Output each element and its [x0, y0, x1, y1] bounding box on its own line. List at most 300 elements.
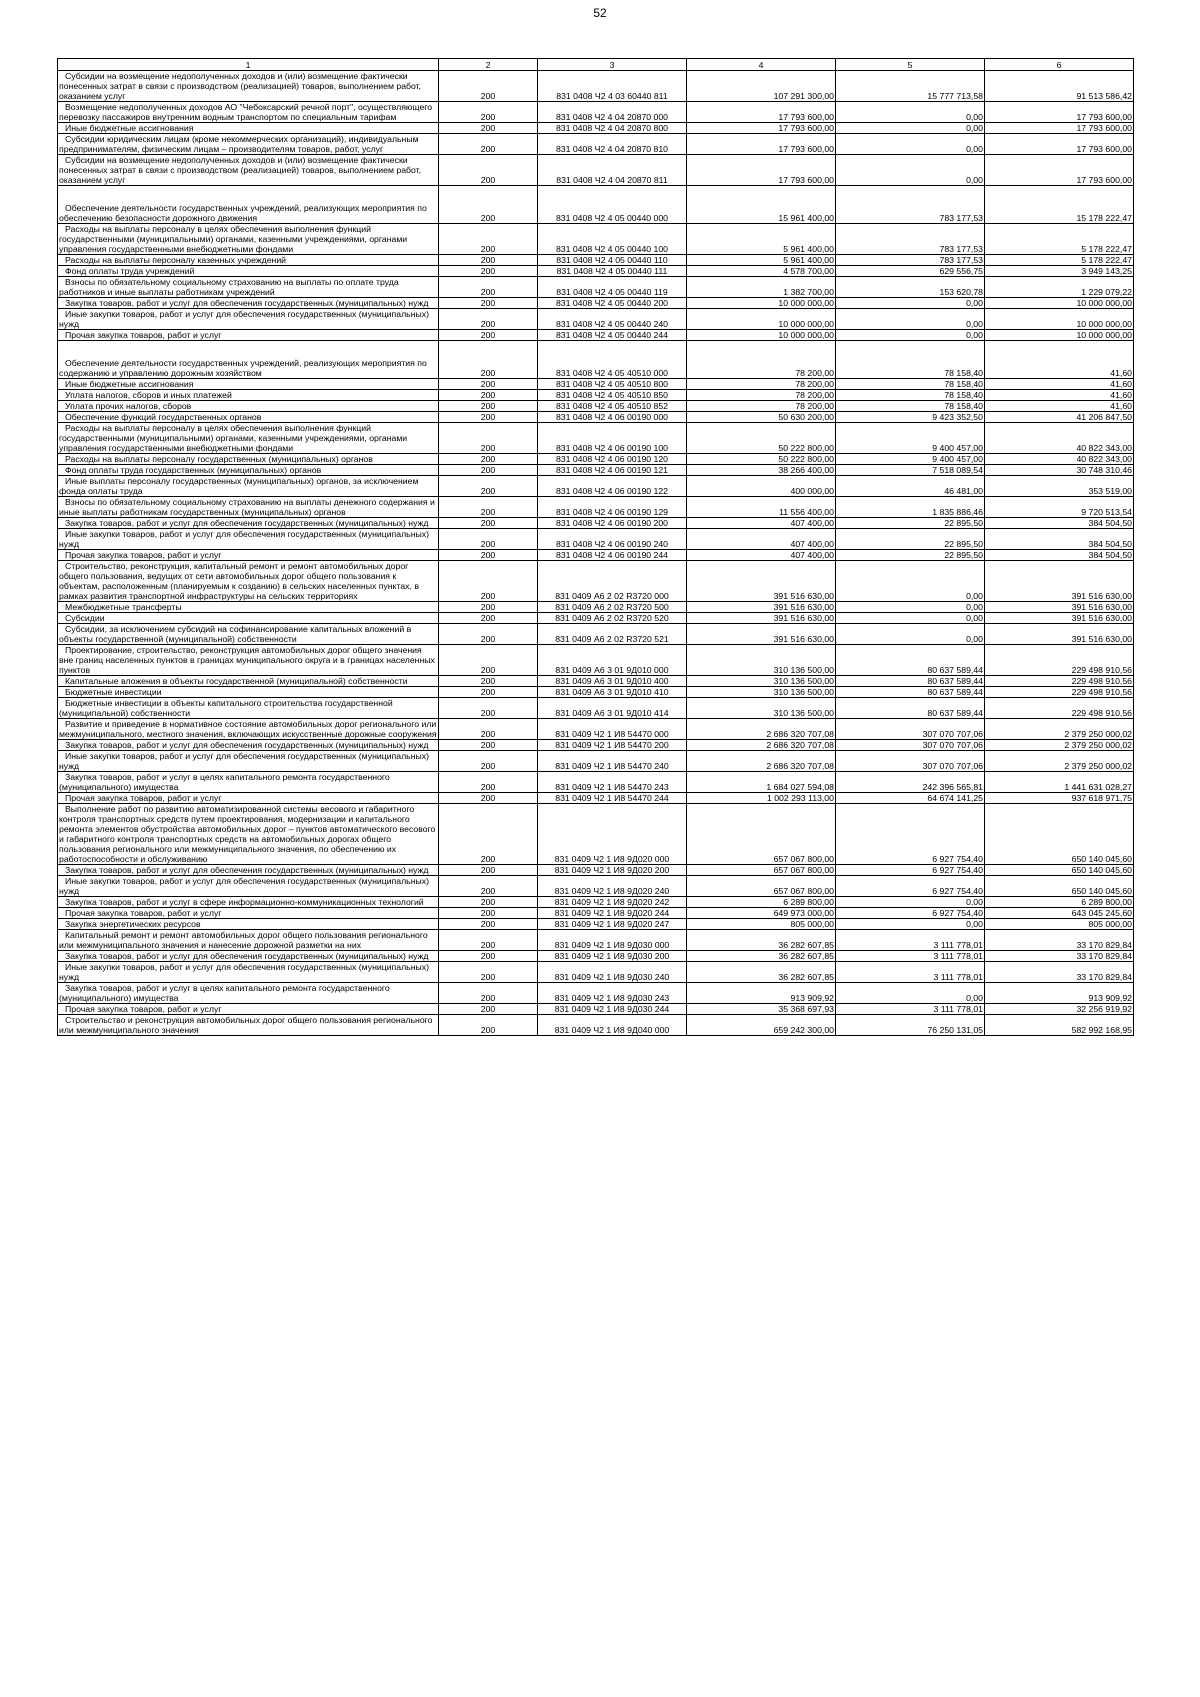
column-header: 3	[537, 59, 686, 71]
row-name-text: Закупка товаров, работ и услуг для обеспечения государственных (муниципальных) нужд	[65, 865, 429, 875]
row-name-cell	[58, 804, 439, 865]
row-executed-cell: 783 177,53	[835, 224, 984, 255]
row-executed-cell: 783 177,53	[835, 186, 984, 224]
row-name-text: Выполнение работ по развитию автоматизированной системы весового и габаритного контроля транспортных средств путем проектирования, модернизации и капитального ремонта элементов обустройства автомобильных дорог – пунктов автоматического весового и габаритного контроля транспортных средств на автомобильных дорогах общего пользования регионального или межмуниципального значения, по обеспечению их работоспособности и обслуживанию	[59, 804, 436, 864]
row-name-text: Проектирование, строительство, реконструкция автомобильных дорог общего значения вне границ населенных пунктов в границах муниципального округа и в границах населенных пунктов	[59, 645, 435, 675]
table-row	[58, 155, 1134, 186]
row-name-cell	[58, 341, 439, 379]
row-kbk-cell: 831 0408 Ч2 4 06 00190 129	[537, 497, 686, 518]
row-remaining-cell: 2 379 250 000,02	[984, 740, 1133, 751]
table-row	[58, 561, 1134, 602]
row-kbk-cell: 831 0408 Ч2 4 06 00190 122	[537, 476, 686, 497]
row-code-cell: 200	[439, 255, 538, 266]
row-executed-cell: 9 400 457,00	[835, 454, 984, 465]
row-name-text: Расходы на выплаты персоналу казенных учреждений	[65, 255, 287, 265]
row-remaining-cell: 650 140 045,60	[984, 876, 1133, 897]
row-remaining-cell: 2 379 250 000,02	[984, 719, 1133, 740]
row-code-cell: 200	[439, 897, 538, 908]
row-executed-cell: 783 177,53	[835, 255, 984, 266]
row-executed-cell: 242 396 565,81	[835, 772, 984, 793]
row-remaining-cell: 32 256 919,92	[984, 1004, 1133, 1015]
row-name-text: Закупка товаров, работ и услуг в целях капитального ремонта государственного (муниципального) имущества	[59, 983, 390, 1003]
row-remaining-cell: 3 949 143,25	[984, 266, 1133, 277]
row-approved-cell: 78 200,00	[686, 390, 835, 401]
row-name-cell	[58, 465, 439, 476]
row-code-cell: 200	[439, 793, 538, 804]
row-executed-cell: 76 250 131,05	[835, 1015, 984, 1036]
row-code-cell: 200	[439, 951, 538, 962]
row-name-text: Обеспечение функций государственных органов	[65, 412, 262, 422]
row-name-cell	[58, 613, 439, 624]
row-approved-cell: 17 793 600,00	[686, 123, 835, 134]
column-header: 2	[439, 59, 538, 71]
table-row	[58, 529, 1134, 550]
table-row	[58, 687, 1134, 698]
row-kbk-cell: 831 0409 Ч2 1 И8 9Д020 244	[537, 908, 686, 919]
row-code-cell: 200	[439, 330, 538, 341]
table-row	[58, 341, 1134, 379]
row-code-cell: 200	[439, 454, 538, 465]
row-remaining-cell: 30 748 310,46	[984, 465, 1133, 476]
table-row	[58, 602, 1134, 613]
row-remaining-cell: 41,60	[984, 390, 1133, 401]
row-executed-cell: 153 620,78	[835, 277, 984, 298]
row-executed-cell: 307 070 707,06	[835, 719, 984, 740]
table-row	[58, 298, 1134, 309]
row-approved-cell: 657 067 800,00	[686, 804, 835, 865]
row-remaining-cell: 229 498 910,56	[984, 676, 1133, 687]
row-name-cell	[58, 412, 439, 423]
row-name-text: Прочая закупка товаров, работ и услуг	[65, 550, 222, 560]
row-name-cell	[58, 529, 439, 550]
row-name-cell	[58, 719, 439, 740]
table-row	[58, 751, 1134, 772]
row-name-text: Закупка товаров, работ и услуг для обеспечения государственных (муниципальных) нужд	[65, 518, 429, 528]
row-kbk-cell: 831 0408 Ч2 4 04 20870 000	[537, 102, 686, 123]
row-name-cell	[58, 951, 439, 962]
row-name-text: Прочая закупка товаров, работ и услуг	[65, 1004, 222, 1014]
row-name-text: Иные закупки товаров, работ и услуг для обеспечения государственных (муниципальных) нужд	[59, 962, 429, 982]
row-kbk-cell: 831 0408 Ч2 4 03 60440 811	[537, 71, 686, 102]
row-kbk-cell: 831 0409 Ч2 1 И8 9Д020 200	[537, 865, 686, 876]
row-approved-cell: 1 002 293 113,00	[686, 793, 835, 804]
row-code-cell: 200	[439, 602, 538, 613]
row-name-cell	[58, 602, 439, 613]
table-row	[58, 186, 1134, 224]
row-approved-cell: 407 400,00	[686, 529, 835, 550]
row-name-cell	[58, 793, 439, 804]
row-kbk-cell: 831 0408 Ч2 4 05 00440 100	[537, 224, 686, 255]
row-name-cell	[58, 550, 439, 561]
row-name-text: Субсидии	[65, 613, 105, 623]
budget-table	[57, 58, 1134, 1036]
row-code-cell: 200	[439, 277, 538, 298]
row-kbk-cell: 831 0409 Ч2 1 И8 54470 243	[537, 772, 686, 793]
row-kbk-cell: 831 0408 Ч2 4 05 40510 800	[537, 379, 686, 390]
row-executed-cell: 0,00	[835, 613, 984, 624]
row-kbk-cell: 831 0408 Ч2 4 05 00440 119	[537, 277, 686, 298]
table-row	[58, 423, 1134, 454]
row-name-cell	[58, 876, 439, 897]
row-code-cell: 200	[439, 962, 538, 983]
row-code-cell: 200	[439, 497, 538, 518]
row-executed-cell: 6 927 754,40	[835, 876, 984, 897]
row-approved-cell: 407 400,00	[686, 518, 835, 529]
row-remaining-cell: 1 441 631 028,27	[984, 772, 1133, 793]
column-header: 5	[835, 59, 984, 71]
row-executed-cell: 0,00	[835, 602, 984, 613]
row-name-text: Фонд оплаты труда государственных (муниципальных) органов	[65, 465, 322, 475]
table-row	[58, 102, 1134, 123]
row-remaining-cell: 384 504,50	[984, 550, 1133, 561]
row-code-cell: 200	[439, 134, 538, 155]
row-name-cell	[58, 423, 439, 454]
row-executed-cell: 22 895,50	[835, 518, 984, 529]
row-remaining-cell: 40 822 343,00	[984, 423, 1133, 454]
row-approved-cell: 1 684 027 594,08	[686, 772, 835, 793]
table-header-row	[58, 59, 1134, 71]
row-remaining-cell: 384 504,50	[984, 518, 1133, 529]
row-remaining-cell: 229 498 910,56	[984, 645, 1133, 676]
row-remaining-cell: 650 140 045,60	[984, 865, 1133, 876]
row-executed-cell: 1 835 886,46	[835, 497, 984, 518]
row-code-cell: 200	[439, 155, 538, 186]
column-header: 6	[984, 59, 1133, 71]
row-approved-cell: 2 686 320 707,08	[686, 740, 835, 751]
row-name-cell	[58, 930, 439, 951]
row-kbk-cell: 831 0409 А6 3 01 9Д010 414	[537, 698, 686, 719]
row-kbk-cell: 831 0408 Ч2 4 05 00440 111	[537, 266, 686, 277]
row-executed-cell: 3 111 778,01	[835, 962, 984, 983]
row-name-cell	[58, 330, 439, 341]
row-approved-cell: 35 368 697,93	[686, 1004, 835, 1015]
row-name-cell	[58, 277, 439, 298]
row-name-text: Взносы по обязательному социальному страхованию на выплаты денежного содержания и иные выплаты работникам государственных (муниципальных) органов	[59, 497, 435, 517]
row-name-cell	[58, 698, 439, 719]
row-name-text: Закупка товаров, работ и услуг для обеспечения государственных (муниципальных) нужд	[65, 951, 429, 961]
row-code-cell: 200	[439, 379, 538, 390]
row-name-text: Обеспечение деятельности государственных учреждений, реализующих мероприятия по содержанию и управлению дорожным хозяйством	[59, 358, 427, 378]
table-row	[58, 719, 1134, 740]
table-row	[58, 919, 1134, 930]
row-name-cell	[58, 983, 439, 1004]
row-code-cell: 200	[439, 298, 538, 309]
row-executed-cell: 78 158,40	[835, 390, 984, 401]
row-kbk-cell: 831 0409 А6 2 02 R3720 000	[537, 561, 686, 602]
row-name-cell	[58, 687, 439, 698]
row-name-text: Субсидии юридическим лицам (кроме некоммерческих организаций), индивидуальным предпринимателям, физическим лицам – производителям товаров, работ, услуг	[59, 134, 419, 154]
row-approved-cell: 391 516 630,00	[686, 561, 835, 602]
row-name-cell	[58, 561, 439, 602]
row-name-cell	[58, 71, 439, 102]
row-executed-cell: 0,00	[835, 983, 984, 1004]
row-approved-cell: 913 909,92	[686, 983, 835, 1004]
row-name-cell	[58, 123, 439, 134]
table-body	[58, 71, 1134, 1036]
row-remaining-cell: 229 498 910,56	[984, 687, 1133, 698]
row-name-cell	[58, 865, 439, 876]
row-approved-cell: 78 200,00	[686, 341, 835, 379]
row-name-text: Развитие и приведение в нормативное состояние автомобильных дорог регионального или межмуниципального, местного значения, включающих искусственные дорожные сооружения	[59, 719, 437, 739]
row-name-cell	[58, 309, 439, 330]
row-approved-cell: 310 136 500,00	[686, 676, 835, 687]
row-kbk-cell: 831 0408 Ч2 4 06 00190 200	[537, 518, 686, 529]
row-name-text: Иные бюджетные ассигнования	[65, 379, 194, 389]
row-executed-cell: 0,00	[835, 155, 984, 186]
row-executed-cell: 0,00	[835, 134, 984, 155]
row-executed-cell: 6 927 754,40	[835, 804, 984, 865]
row-code-cell: 200	[439, 983, 538, 1004]
table-row	[58, 624, 1134, 645]
row-approved-cell: 78 200,00	[686, 379, 835, 390]
row-kbk-cell: 831 0408 Ч2 4 05 00440 244	[537, 330, 686, 341]
row-executed-cell: 0,00	[835, 309, 984, 330]
row-name-text: Субсидии, за исключением субсидий на софинансирование капитальных вложений в объекты государственной (муниципальной) собственности	[59, 624, 412, 644]
row-remaining-cell: 41,60	[984, 341, 1133, 379]
row-executed-cell: 80 637 589,44	[835, 645, 984, 676]
row-remaining-cell: 805 000,00	[984, 919, 1133, 930]
row-remaining-cell: 2 379 250 000,02	[984, 751, 1133, 772]
row-code-cell: 200	[439, 919, 538, 930]
row-name-text: Закупка товаров, работ и услуг в сфере информационно-коммуникационных технологий	[65, 897, 424, 907]
row-remaining-cell: 10 000 000,00	[984, 298, 1133, 309]
row-code-cell: 200	[439, 1015, 538, 1036]
row-approved-cell: 649 973 000,00	[686, 908, 835, 919]
row-kbk-cell: 831 0409 Ч2 1 И8 54470 244	[537, 793, 686, 804]
row-approved-cell: 4 578 700,00	[686, 266, 835, 277]
row-remaining-cell: 33 170 829,84	[984, 951, 1133, 962]
row-approved-cell: 50 222 800,00	[686, 454, 835, 465]
row-remaining-cell: 643 045 245,60	[984, 908, 1133, 919]
row-executed-cell: 3 111 778,01	[835, 951, 984, 962]
row-kbk-cell: 831 0409 Ч2 1 И8 9Д030 243	[537, 983, 686, 1004]
row-executed-cell: 22 895,50	[835, 529, 984, 550]
row-kbk-cell: 831 0409 Ч2 1 И8 9Д020 247	[537, 919, 686, 930]
row-kbk-cell: 831 0409 А6 2 02 R3720 500	[537, 602, 686, 613]
row-name-cell	[58, 1004, 439, 1015]
row-approved-cell: 17 793 600,00	[686, 134, 835, 155]
row-approved-cell: 391 516 630,00	[686, 602, 835, 613]
row-remaining-cell: 10 000 000,00	[984, 309, 1133, 330]
row-code-cell: 200	[439, 401, 538, 412]
row-kbk-cell: 831 0408 Ч2 4 06 00190 000	[537, 412, 686, 423]
row-approved-cell: 310 136 500,00	[686, 698, 835, 719]
row-remaining-cell: 10 000 000,00	[984, 330, 1133, 341]
row-remaining-cell: 1 229 079,22	[984, 277, 1133, 298]
row-code-cell: 200	[439, 687, 538, 698]
row-name-text: Капитальные вложения в объекты государственной (муниципальной) собственности	[65, 676, 408, 686]
row-approved-cell: 391 516 630,00	[686, 624, 835, 645]
row-name-cell	[58, 266, 439, 277]
row-kbk-cell: 831 0409 А6 2 02 R3720 520	[537, 613, 686, 624]
table-row	[58, 401, 1134, 412]
table-row	[58, 908, 1134, 919]
row-code-cell: 200	[439, 266, 538, 277]
row-name-cell	[58, 186, 439, 224]
page-number: 52	[593, 6, 607, 20]
row-kbk-cell: 831 0409 Ч2 1 И8 9Д030 000	[537, 930, 686, 951]
row-kbk-cell: 831 0409 А6 3 01 9Д010 400	[537, 676, 686, 687]
row-approved-cell: 657 067 800,00	[686, 865, 835, 876]
table-row	[58, 123, 1134, 134]
row-name-text: Иные закупки товаров, работ и услуг для обеспечения государственных (муниципальных) нужд	[59, 876, 429, 896]
row-name-cell	[58, 255, 439, 266]
row-executed-cell: 80 637 589,44	[835, 698, 984, 719]
row-code-cell: 200	[439, 71, 538, 102]
row-kbk-cell: 831 0408 Ч2 4 04 20870 811	[537, 155, 686, 186]
row-executed-cell: 80 637 589,44	[835, 676, 984, 687]
row-approved-cell: 50 630 200,00	[686, 412, 835, 423]
row-code-cell: 200	[439, 529, 538, 550]
row-name-cell	[58, 298, 439, 309]
row-name-text: Закупка товаров, работ и услуг для обеспечения государственных (муниципальных) нужд	[65, 298, 429, 308]
row-name-text: Расходы на выплаты персоналу в целях обеспечения выполнения функций государственными (муниципальными) органами, казенными учреждениями, органами управления государственными внебюджетными фондами	[59, 423, 408, 453]
row-executed-cell: 78 158,40	[835, 401, 984, 412]
row-approved-cell: 407 400,00	[686, 550, 835, 561]
row-name-cell	[58, 401, 439, 412]
table-row	[58, 804, 1134, 865]
row-code-cell: 200	[439, 476, 538, 497]
row-kbk-cell: 831 0408 Ч2 4 05 40510 000	[537, 341, 686, 379]
row-executed-cell: 46 481,00	[835, 476, 984, 497]
row-remaining-cell: 582 992 168,95	[984, 1015, 1133, 1036]
row-remaining-cell: 33 170 829,84	[984, 962, 1133, 983]
row-approved-cell: 78 200,00	[686, 401, 835, 412]
row-approved-cell: 38 266 400,00	[686, 465, 835, 476]
table-row	[58, 412, 1134, 423]
row-kbk-cell: 831 0409 Ч2 1 И8 9Д040 000	[537, 1015, 686, 1036]
row-code-cell: 200	[439, 1004, 538, 1015]
row-kbk-cell: 831 0408 Ч2 4 05 40510 850	[537, 390, 686, 401]
row-remaining-cell: 40 822 343,00	[984, 454, 1133, 465]
row-kbk-cell: 831 0409 Ч2 1 И8 9Д030 200	[537, 951, 686, 962]
row-remaining-cell: 5 178 222,47	[984, 224, 1133, 255]
row-code-cell: 200	[439, 550, 538, 561]
table-row	[58, 740, 1134, 751]
row-executed-cell: 15 777 713,58	[835, 71, 984, 102]
row-remaining-cell: 353 519,00	[984, 476, 1133, 497]
row-executed-cell: 0,00	[835, 561, 984, 602]
table-row	[58, 379, 1134, 390]
row-approved-cell: 2 686 320 707,08	[686, 751, 835, 772]
row-kbk-cell: 831 0409 А6 3 01 9Д010 000	[537, 645, 686, 676]
row-kbk-cell: 831 0408 Ч2 4 06 00190 240	[537, 529, 686, 550]
table-row	[58, 951, 1134, 962]
table-row	[58, 1004, 1134, 1015]
row-name-cell	[58, 962, 439, 983]
row-approved-cell: 10 000 000,00	[686, 309, 835, 330]
row-remaining-cell: 6 289 800,00	[984, 897, 1133, 908]
table-row	[58, 266, 1134, 277]
row-executed-cell: 7 518 089,54	[835, 465, 984, 476]
row-executed-cell: 0,00	[835, 624, 984, 645]
table-row	[58, 277, 1134, 298]
row-kbk-cell: 831 0409 А6 3 01 9Д010 410	[537, 687, 686, 698]
row-code-cell: 200	[439, 698, 538, 719]
row-executed-cell: 6 927 754,40	[835, 865, 984, 876]
row-kbk-cell: 831 0409 Ч2 1 И8 9Д020 242	[537, 897, 686, 908]
row-kbk-cell: 831 0408 Ч2 4 04 20870 810	[537, 134, 686, 155]
row-approved-cell: 36 282 607,85	[686, 930, 835, 951]
row-approved-cell: 400 000,00	[686, 476, 835, 497]
row-executed-cell: 0,00	[835, 298, 984, 309]
row-name-cell	[58, 897, 439, 908]
row-name-text: Строительство и реконструкция автомобильных дорог общего пользования регионального или межмуниципального значения	[59, 1015, 433, 1035]
row-approved-cell: 391 516 630,00	[686, 613, 835, 624]
row-kbk-cell: 831 0408 Ч2 4 04 20870 800	[537, 123, 686, 134]
row-name-text: Взносы по обязательному социальному страхованию на выплаты по оплате труда работников и иные выплаты работникам учреждений	[59, 277, 399, 297]
row-executed-cell: 22 895,50	[835, 550, 984, 561]
row-name-cell	[58, 645, 439, 676]
row-name-cell	[58, 1015, 439, 1036]
row-kbk-cell: 831 0409 А6 2 02 R3720 521	[537, 624, 686, 645]
row-remaining-cell: 15 178 222,47	[984, 186, 1133, 224]
row-approved-cell: 11 556 400,00	[686, 497, 835, 518]
row-name-cell	[58, 497, 439, 518]
table-row	[58, 876, 1134, 897]
row-executed-cell: 0,00	[835, 123, 984, 134]
row-executed-cell: 64 674 141,25	[835, 793, 984, 804]
row-name-text: Субсидии на возмещение недополученных доходов и (или) возмещение фактически понесенных затрат в связи с производством (реализацией) товаров, выполнением работ, оказанием услуг	[59, 71, 422, 101]
row-code-cell: 200	[439, 804, 538, 865]
row-approved-cell: 36 282 607,85	[686, 951, 835, 962]
table-row	[58, 71, 1134, 102]
row-code-cell: 200	[439, 751, 538, 772]
row-name-cell	[58, 476, 439, 497]
row-approved-cell: 6 289 800,00	[686, 897, 835, 908]
row-code-cell: 200	[439, 102, 538, 123]
row-executed-cell: 0,00	[835, 330, 984, 341]
row-code-cell: 200	[439, 645, 538, 676]
row-code-cell: 200	[439, 772, 538, 793]
table-row	[58, 1015, 1134, 1036]
row-remaining-cell: 41,60	[984, 401, 1133, 412]
row-approved-cell: 2 686 320 707,08	[686, 719, 835, 740]
row-remaining-cell: 33 170 829,84	[984, 930, 1133, 951]
row-kbk-cell: 831 0409 Ч2 1 И8 54470 000	[537, 719, 686, 740]
row-remaining-cell: 391 516 630,00	[984, 613, 1133, 624]
row-executed-cell: 307 070 707,06	[835, 751, 984, 772]
row-executed-cell: 307 070 707,06	[835, 740, 984, 751]
row-name-text: Возмещение недополученных доходов АО "Чебоксарский речной порт", осуществляющего перевозку пассажиров внутренним водным транспортом по специальным тарифам	[59, 102, 433, 122]
table-row	[58, 772, 1134, 793]
row-code-cell: 200	[439, 613, 538, 624]
row-kbk-cell: 831 0409 Ч2 1 И8 54470 200	[537, 740, 686, 751]
row-kbk-cell: 831 0408 Ч2 4 06 00190 121	[537, 465, 686, 476]
row-code-cell: 200	[439, 676, 538, 687]
row-name-text: Фонд оплаты труда учреждений	[65, 266, 195, 276]
row-name-text: Обеспечение деятельности государственных учреждений, реализующих мероприятия по обеспечению безопасности дорожного движения	[59, 203, 427, 223]
table-row	[58, 676, 1134, 687]
row-code-cell: 200	[439, 719, 538, 740]
table-row	[58, 518, 1134, 529]
row-name-text: Межбюджетные трансферты	[65, 602, 182, 612]
table-row	[58, 613, 1134, 624]
row-name-cell	[58, 134, 439, 155]
row-code-cell: 200	[439, 423, 538, 454]
row-approved-cell: 50 222 800,00	[686, 423, 835, 454]
row-code-cell: 200	[439, 123, 538, 134]
table-row	[58, 865, 1134, 876]
row-executed-cell: 9 423 352,50	[835, 412, 984, 423]
row-kbk-cell: 831 0408 Ч2 4 05 00440 110	[537, 255, 686, 266]
row-remaining-cell: 9 720 513,54	[984, 497, 1133, 518]
row-code-cell: 200	[439, 740, 538, 751]
row-kbk-cell: 831 0408 Ч2 4 05 00440 000	[537, 186, 686, 224]
row-name-cell	[58, 919, 439, 930]
row-approved-cell: 10 000 000,00	[686, 330, 835, 341]
table-row	[58, 897, 1134, 908]
